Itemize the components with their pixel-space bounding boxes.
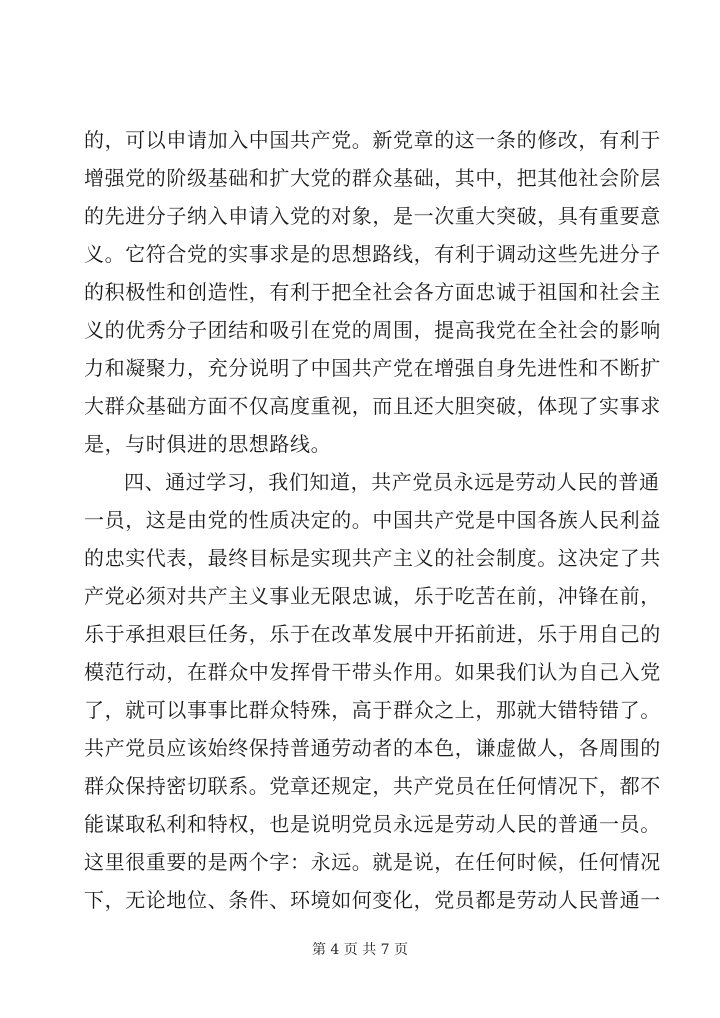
text-line: 共产党员应该始终保持普通劳动者的本色，谦虚做人，各周围的	[84, 736, 661, 760]
text-line: 这里很重要的是两个字：永远。就是说，在任何时候，任何情况	[84, 850, 661, 874]
text-line: 乐于承担艰巨任务，乐于在改革发展中开拓前进，乐于用自己的	[84, 622, 661, 646]
text-line: 大群众基础方面不仅高度重视，而且还大胆突破，体现了实事求	[84, 394, 661, 418]
text-line: 了，就可以事事比群众特殊，高于群众之上，那就大错特错了。	[84, 698, 661, 722]
page-number-footer: 第 4 页 共 7 页	[311, 942, 409, 958]
text-line: 产党必须对共产主义事业无限忠诚，乐于吃苦在前，冲锋在前，	[84, 584, 661, 608]
text-line: 的忠实代表，最终目标是实现共产主义的社会制度。这决定了共	[84, 546, 661, 570]
text-line: 下，无论地位、条件、环境如何变化，党员都是劳动人民普通一	[84, 888, 661, 912]
text-line: 是，与时俱进的思想路线。	[84, 432, 332, 456]
text-line: 的先进分子纳入申请入党的对象，是一次重大突破，具有重要意	[84, 204, 661, 228]
text-line: 群众保持密切联系。党章还规定，共产党员在任何情况下，都不	[84, 774, 661, 798]
text-line: 模范行动，在群众中发挥骨干带头作用。如果我们认为自己入党	[84, 660, 661, 684]
text-line: 能谋取私利和特权，也是说明党员永远是劳动人民的普通一员。	[84, 812, 661, 836]
text-line: 义。它符合党的实事求是的思想路线，有利于调动这些先进分子	[84, 242, 661, 266]
text-line: 力和凝聚力，充分说明了中国共产党在增强自身先进性和不断扩	[84, 356, 661, 380]
text-line: 增强党的阶级基础和扩大党的群众基础，其中，把其他社会阶层	[84, 166, 661, 190]
text-line: 的，可以申请加入中国共产党。新党章的这一条的修改，有利于	[84, 128, 661, 152]
text-line: 一员，这是由党的性质决定的。中国共产党是中国各族人民利益	[84, 508, 661, 532]
text-line: 的积极性和创造性，有利于把全社会各方面忠诚于祖国和社会主	[84, 280, 661, 304]
paragraph-start-line: 四、通过学习，我们知道，共产党员永远是劳动人民的普通	[124, 470, 660, 494]
text-line: 义的优秀分子团结和吸引在党的周围，提高我党在全社会的影响	[84, 318, 661, 342]
